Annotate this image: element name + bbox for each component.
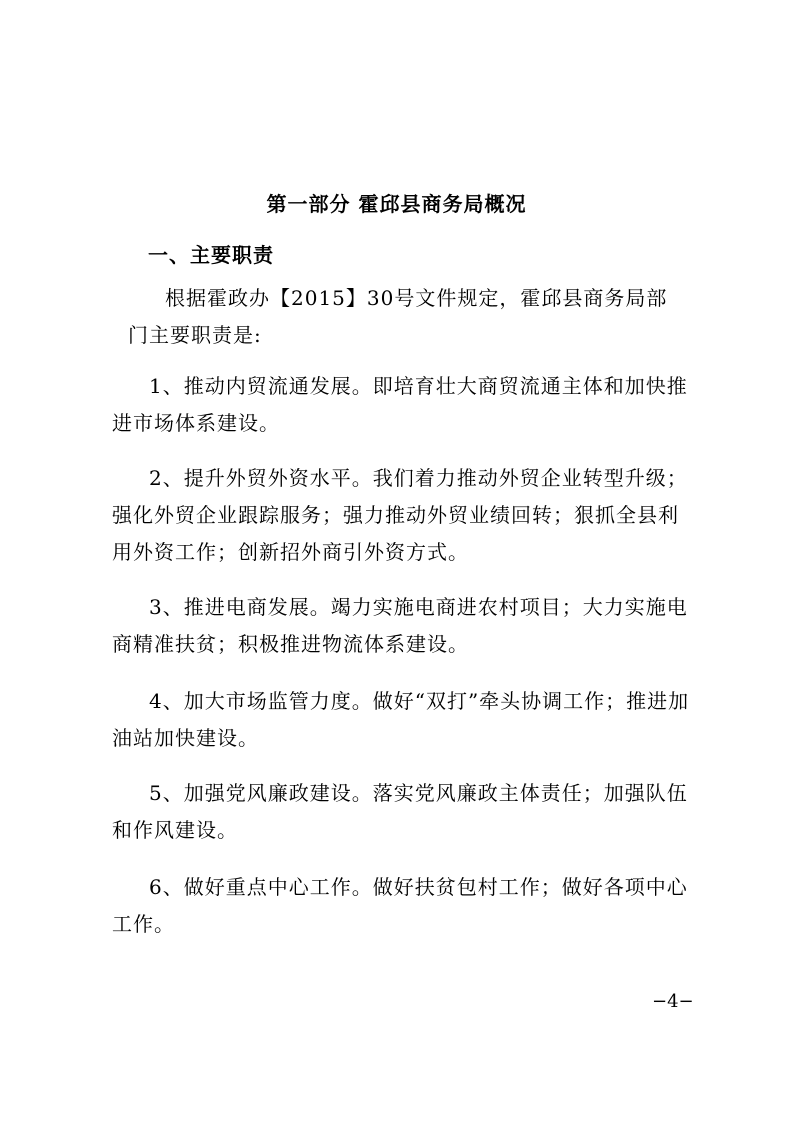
- duty-item-2: 2、提升外贸外资水平。我们着力推动外贸企业转型升级；强化外贸企业跟踪服务；强力推动外贸业绩回转；狠抓全县利用外资工作；创新招外商引外资方式。: [112, 466, 688, 564]
- section-heading: 一、主要职责: [148, 243, 274, 267]
- duty-item-5: 5、加强党风廉政建设。落实党风廉政主体责任；加强队伍和作风建设。: [112, 781, 688, 842]
- duty-item-6: 6、做好重点中心工作。做好扶贫包村工作；做好各项中心工作。: [112, 875, 688, 936]
- intro-paragraph: 根据霍政办【2015】30号文件规定，霍邱县商务局部门主要职责是:: [128, 286, 668, 347]
- duty-item-4: 4、加大市场监管力度。做好“双打”牵头协调工作；推进加油站加快建设。: [112, 689, 690, 750]
- page-title: 第一部分 霍邱县商务局概况: [266, 192, 527, 216]
- duty-item-3: 3、推进电商发展。竭力实施电商进农村项目；大力实施电商精准扶贫；积极推进物流体系建设。: [112, 595, 688, 656]
- duty-item-1: 1、推动内贸流通发展。即培育壮大商贸流通主体和加快推进市场体系建设。: [112, 374, 688, 435]
- page-number: −4−: [652, 991, 694, 1012]
